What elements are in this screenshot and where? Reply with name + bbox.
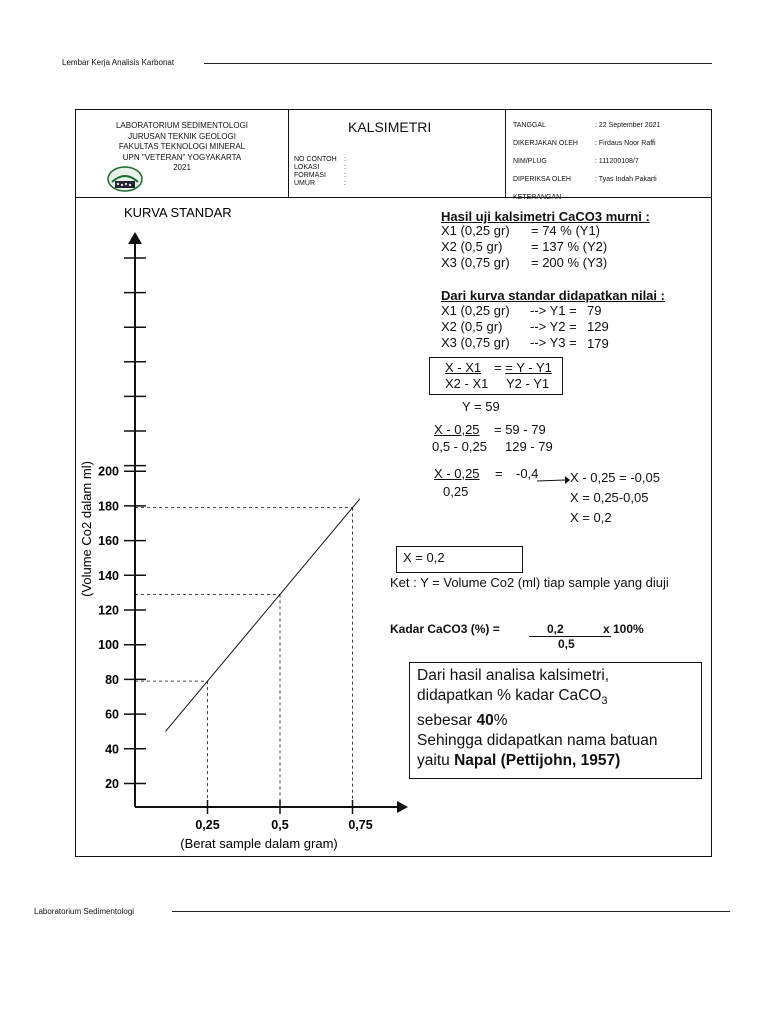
header-divider-2 <box>505 109 506 198</box>
info-value: : 22 September 2021 <box>595 122 661 129</box>
chart-title: KURVA STANDAR <box>124 205 232 220</box>
lab-line: JURUSAN TEKNIK GEOLOGI <box>128 131 236 141</box>
y-tick-label: 120 <box>98 603 119 618</box>
formula-num-right: = = Y - Y1 <box>494 360 552 375</box>
y-tick-label: 60 <box>105 707 119 722</box>
pure-test-y: = 74 % (Y1) <box>531 223 601 238</box>
info-labels <box>513 117 578 207</box>
lab-line: LABORATORIUM SEDIMENTOLOGI <box>115 121 249 130</box>
conclusion-line: Sehingga didapatkan nama batuan <box>417 732 658 750</box>
curve-y3: 179 <box>587 336 609 351</box>
percent-sign: % <box>493 712 508 730</box>
curve-arrow: --> Y3 = <box>530 335 577 350</box>
kadar-denominator: 0,5 <box>558 637 575 651</box>
conclusion-l3a: sebesar <box>417 712 477 730</box>
y-tick-label: 20 <box>105 777 119 791</box>
pure-test-y: = 137 % (Y2) <box>531 239 608 254</box>
curve-x: X1 (0,25 gr) <box>441 303 510 318</box>
formula-num-left: X - X1 <box>445 360 482 375</box>
bottom-label: Laboratorium Sedimentologi <box>34 907 135 916</box>
y-axis-label: (Volume Co2 dalam ml) <box>79 461 94 597</box>
kadar-numerator: 0,2 <box>547 622 564 636</box>
conclusion-line: Dari hasil analisa kalsimetri, <box>417 667 610 684</box>
pure-test-x: X3 (0,75 gr) <box>441 255 510 270</box>
answer-text: X = 0,2 <box>403 550 445 565</box>
y-tick-label: 160 <box>98 534 119 549</box>
result-eq: = <box>495 466 503 481</box>
conclusion-line <box>417 711 657 731</box>
sample-field-label: NO CONTOH <box>294 156 337 163</box>
x-axis-label: (Berat sample dalam gram) <box>180 836 338 851</box>
x-tick-label: 0,25 <box>195 818 220 832</box>
sample-field-label: FORMASI <box>294 172 326 179</box>
heading-pure-test: Hasil uji kalsimetri CaCO3 murni : <box>441 209 650 224</box>
curve-arrow: --> Y1 = <box>530 303 577 318</box>
result-num: X - 0,25 <box>434 466 480 481</box>
top-label: Lembar Kerja Analisis Karbonat <box>62 58 175 67</box>
sample-field-label: LOKASI <box>294 164 320 171</box>
note-text: Ket : Y = Volume Co2 (ml) tiap sample yang diuji <box>390 575 669 590</box>
info-label: KETERANGAN <box>513 194 562 201</box>
x-tick-label: 0,75 <box>348 818 373 832</box>
kadar-label: Kadar CaCO3 (%) = <box>390 622 500 636</box>
y-axis-arrow-icon <box>128 232 142 244</box>
carbonate-percentage: 40 <box>476 712 494 730</box>
curve-x: X3 (0,75 gr) <box>441 335 510 350</box>
y-tick-label: 40 <box>105 742 119 757</box>
step-3: X = 0,2 <box>570 510 612 525</box>
conclusion-text <box>417 666 657 771</box>
conclusion-l5a: yaitu <box>417 752 455 770</box>
pure-test-x: X1 (0,25 gr) <box>441 223 510 238</box>
formula-den-right: Y2 - Y1 <box>506 376 550 391</box>
info-value: : 111200108/7 <box>595 158 639 165</box>
heading-curve-values: Dari kurva standar didapatkan nilai : <box>441 288 665 303</box>
lab-line: 2021 <box>173 163 191 172</box>
y-value: Y = 59 <box>462 399 500 414</box>
sub-num-right: = 59 - 79 <box>494 422 546 437</box>
sub-den-left: 0,5 - 0,25 <box>432 439 487 454</box>
university-logo <box>106 165 144 193</box>
pure-test-x: X2 (0,5 gr) <box>441 239 503 254</box>
y-tick-label: 100 <box>98 638 119 653</box>
step-1: X - 0,25 = -0,05 <box>570 470 660 485</box>
sample-field-label: UMUR <box>294 180 315 187</box>
sample-fields <box>294 156 337 188</box>
formula-den-left: X2 - X1 <box>445 376 489 391</box>
curve-y1: 79 <box>587 303 602 318</box>
info-label: NIM/PLUG <box>513 158 547 165</box>
info-value: : Tyas Indah Pakarti <box>595 176 657 183</box>
lab-line: UPN "VETERAN" YOGYAKARTA <box>122 152 242 162</box>
curve-y2: 129 <box>587 319 609 334</box>
result-value: -0,4 <box>516 466 539 481</box>
y-tick-label: 200 <box>98 464 119 479</box>
lab-line: FAKULTAS TEKNOLOGI MINERAL <box>118 142 246 151</box>
header-divider-1 <box>288 109 289 198</box>
info-value: : Firdaus Noor Raffi <box>595 140 656 147</box>
top-rule <box>204 63 712 64</box>
sample-field-colons: : : : : <box>344 156 346 187</box>
curve-arrow: --> Y2 = <box>530 319 577 334</box>
conclusion-line <box>417 686 657 711</box>
formula-num-right-text: = Y - Y1 <box>505 360 552 375</box>
info-label: TANGGAL <box>513 122 546 129</box>
standard-curve-chart <box>76 199 416 855</box>
sheet-title: KALSIMETRI <box>348 119 432 135</box>
pure-test-labels <box>441 223 510 271</box>
y-tick-label: 180 <box>98 499 119 514</box>
y-tick-label: 140 <box>98 568 119 583</box>
conclusion-l2: didapatkan % kadar CaCO <box>417 687 602 704</box>
x-tick-label: 0,5 <box>271 818 289 832</box>
pure-test-y: = 200 % (Y3) <box>531 255 608 270</box>
kadar-multiplier: x 100% <box>603 622 644 636</box>
arrow-icon <box>536 474 572 488</box>
step-2: X = 0,25-0,05 <box>570 490 649 505</box>
curve-x-labels <box>441 303 510 351</box>
conclusion-line <box>417 751 657 771</box>
pure-test-values <box>531 223 607 271</box>
info-label: DIKERJAKAN OLEH <box>513 140 578 147</box>
info-label: DIPERIKSA OLEH <box>513 176 571 183</box>
result-den: 0,25 <box>443 484 469 499</box>
rock-name: Napal (Pettijohn, 1957) <box>454 752 621 770</box>
sub-den-right: 129 - 79 <box>505 439 553 454</box>
info-values <box>595 117 660 189</box>
subscript-3: 3 <box>601 695 608 708</box>
bottom-rule <box>172 911 730 912</box>
y-tick-label: 80 <box>105 672 119 687</box>
curve-arrows <box>530 303 577 351</box>
curve-x: X2 (0,5 gr) <box>441 319 503 334</box>
series-line <box>165 499 359 731</box>
x-axis-arrow-icon <box>397 801 408 813</box>
sub-num-left: X - 0,25 <box>434 422 480 437</box>
